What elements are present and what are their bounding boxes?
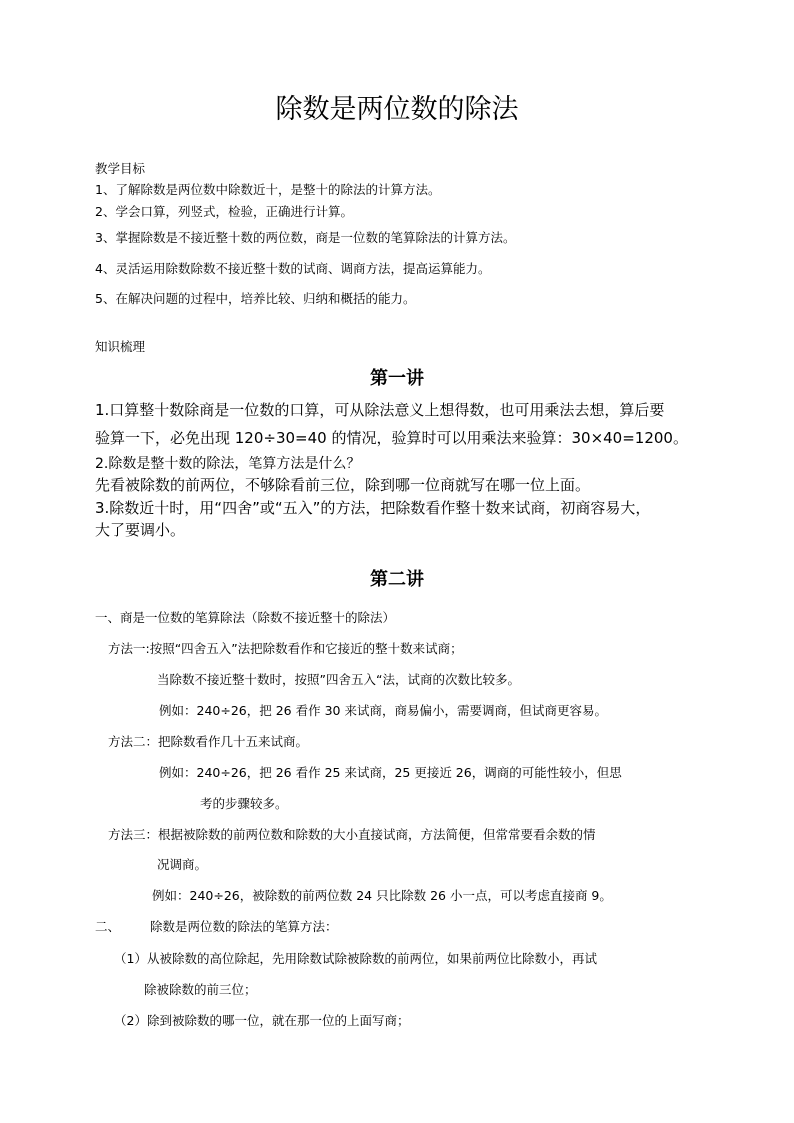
lecture-2-line: 方法二：把除数看作几十五来试商。 [108,734,309,749]
lecture-1-line: 大了要调小。 [95,521,186,539]
lecture-2-line: 当除数不接近整十数时，按照”四舍五入“法，试商的次数比较多。 [157,672,520,687]
objective-item: 2、学会口算，列竖式，检验，正确进行计算。 [95,204,353,219]
lecture-2-line: （1）从被除数的高位除起，先用除数试除被除数的前两位，如果前两位比除数小，再试 [114,951,597,966]
lecture-2-line: 例如：240÷26，被除数的前两位数 24 只比除数 26 小一点，可以考虑直接商 9。 [152,888,612,903]
objective-item: 1、了解除数是两位数中除数近十，是整十的除法的计算方法。 [95,182,441,197]
lecture-2-line: 一、商是一位数的笔算除法（除数不接近整十的除法） [95,610,396,625]
lecture-2-heading: 第二讲 [370,569,424,590]
objective-item: 5、在解决问题的过程中，培养比较、归纳和概括的能力。 [95,291,416,306]
lecture-1-line: 2.除数是整十数的除法，笔算方法是什么？ [95,456,361,472]
lecture-1-line: 先看被除数的前两位，不够除看前三位，除到哪一位商就写在哪一位上面。 [95,476,591,494]
objective-item: 3、掌握除数是不接近整十数的两位数，商是一位数的笔算除法的计算方法。 [95,230,516,245]
lecture-1-line: 验算一下，必免出现 120÷30=40 的情况，验算时可以用乘法来验算：30×40=1200。 [95,429,688,447]
lecture-2-line: 例如：240÷26，把 26 看作 30 来试商，商易偏小，需要调商，但试商更容易。 [159,703,607,718]
section-number: 二、 [95,919,121,934]
lecture-2-line: 例如：240÷26，把 26 看作 25 来试商，25 更接近 26，调商的可能性较小，但思 [159,765,622,780]
lecture-2-line: 方法一:按照“四舍五入”法把除数看作和它接近的整十数来试商； [108,641,463,656]
lecture-1-line: 1.口算整十数除商是一位数的口算，可从除法意义上想得数，也可用乘法去想，算后要 [95,401,665,419]
lecture-2-line: 除数是两位数的除法的笔算方法： [150,919,338,934]
lecture-2-line: （2）除到被除数的哪一位，就在那一位的上面写商； [114,1013,410,1028]
lecture-1-heading: 第一讲 [370,368,424,389]
lecture-2-line: 况调商。 [157,857,208,872]
objectives-heading: 教学目标 [95,161,146,176]
lecture-2-line: 考的步骤较多。 [200,796,288,811]
knowledge-heading: 知识梳理 [95,339,146,354]
lecture-2-line: 除被除数的前三位； [144,982,257,997]
page-title: 除数是两位数的除法 [275,94,519,125]
objective-item: 4、灵活运用除数除数不接近整十数的试商、调商方法，提高运算能力。 [95,261,491,276]
lecture-1-line: 3.除数近十时，用“四舍”或“五入”的方法，把除数看作整十数来试商，初商容易大， [95,499,651,517]
lecture-2-line: 方法三：根据被除数的前两位数和除数的大小直接试商，方法简便，但常常要看余数的情 [108,827,596,842]
